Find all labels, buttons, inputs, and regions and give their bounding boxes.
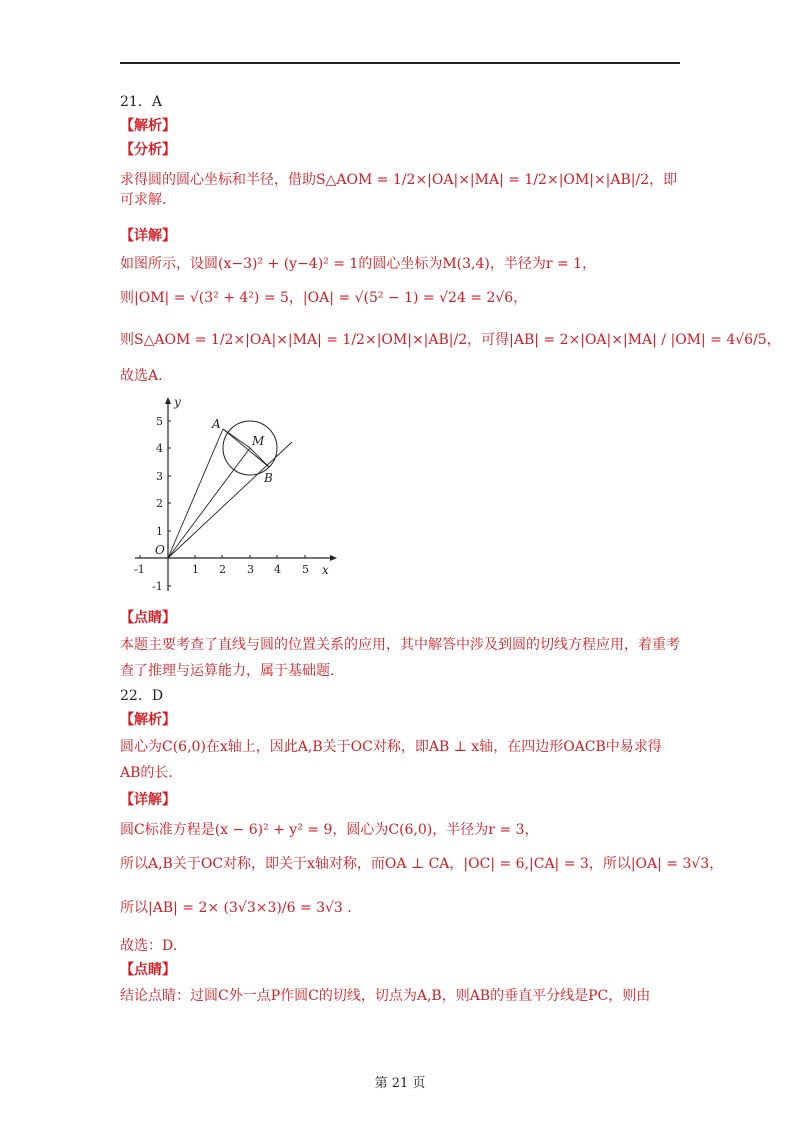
q22-line1: 圆C标准方程是(x − 6)² + y² = 9，圆心为C(6,0)，半径为r = 3， — [120, 822, 539, 838]
x-axis-label: x — [322, 563, 329, 577]
line-om — [168, 448, 250, 558]
document-body — [120, 92, 781, 1006]
point-a-label: A — [212, 417, 221, 431]
q21-fenxi-text: 求得圆的圆心坐标和半径，借助S△AOM = 1/2×|OA|×|MA| = 1/2×|OM|×|AB|/2，即可求解. — [120, 172, 678, 208]
y-tick-label: -1 — [152, 580, 163, 593]
q22-dianjing-tag: 【点睛】 — [120, 962, 176, 978]
coordinate-graph — [130, 396, 340, 596]
q21-xiangjie-tag: 【详解】 — [120, 228, 176, 244]
line-ob — [168, 442, 292, 558]
x-tick-label: 2 — [219, 563, 226, 576]
x-tick-label: 5 — [302, 563, 309, 576]
origin-label: O — [155, 543, 165, 557]
y-tick-label: 2 — [156, 497, 163, 510]
y-axis-label: y — [174, 396, 181, 409]
q22-line2: 所以A,B关于OC对称，即关于x轴对称，而OA ⊥ CA，|OC| = 6,|CA| = 3，所以|OA| = 3√3， — [120, 856, 724, 872]
q22-jiexi-tag: 【解析】 — [120, 712, 176, 728]
segment-am — [223, 429, 250, 448]
y-tick-label: 4 — [156, 442, 163, 455]
q22-number: 22．D — [120, 688, 164, 704]
q21-fenxi-tag: 【分析】 — [120, 142, 176, 158]
x-tick-label: 3 — [247, 563, 254, 576]
point-m-label: M — [252, 434, 265, 448]
header-rule — [120, 62, 680, 64]
page-number: 第 21 页 — [374, 1076, 426, 1091]
y-tick-label: 5 — [156, 415, 163, 428]
y-tick-label: 1 — [156, 525, 163, 538]
point-b-label: B — [264, 471, 273, 485]
x-axis-arrow — [330, 555, 337, 561]
q21-line3: 则S△AOM = 1/2×|OA|×|MA| = 1/2×|OM|×|AB|/2，可得|AB| = 2×|OA|×|MA| / |OM| = 4√6/5， — [120, 332, 781, 348]
x-tick-label: -1 — [134, 563, 145, 576]
q21-line2: 则|OM| = √(3² + 4²) = 5，|OA| = √(5² − 1) = √24 = 2√6， — [120, 290, 528, 306]
q21-number: 21．A — [120, 94, 162, 110]
x-tick-label: 1 — [192, 563, 199, 576]
q22-line3: 所以|AB| = 2× (3√3×3)/6 = 3√3 . — [120, 900, 352, 916]
segment-mb — [250, 448, 269, 467]
q21-figure — [130, 396, 680, 602]
x-tick-label: 4 — [274, 563, 281, 576]
q22-jiexi-text: 圆心为C(6,0)在x轴上，因此A,B关于OC对称，即AB ⊥ x轴，在四边形OACB中易求得AB的长. — [120, 739, 662, 781]
line-oa — [168, 429, 223, 558]
q21-answer: 故选A. — [120, 368, 163, 384]
q22-dianjing-text: 结论点睛：过圆C外一点P作圆C的切线，切点为A,B，则AB的垂直平分线是PC，则由 — [120, 988, 651, 1004]
q21-dianjing-tag: 【点睛】 — [120, 610, 176, 626]
q22-xiangjie-tag: 【详解】 — [120, 792, 176, 808]
q22-answer: 故选：D. — [120, 938, 178, 954]
y-tick-label: 3 — [156, 470, 163, 483]
y-axis-arrow — [165, 397, 171, 404]
q21-jiexi-tag: 【解析】 — [120, 118, 176, 134]
q21-line1: 如图所示，设圆(x−3)² + (y−4)² = 1的圆心坐标为M(3,4)，半径为r = 1， — [120, 256, 597, 272]
q21-dianjing-text: 本题主要考查了直线与圆的位置关系的应用，其中解答中涉及到圆的切线方程应用，着重考查了推理与运算能力，属于基础题. — [120, 637, 680, 679]
